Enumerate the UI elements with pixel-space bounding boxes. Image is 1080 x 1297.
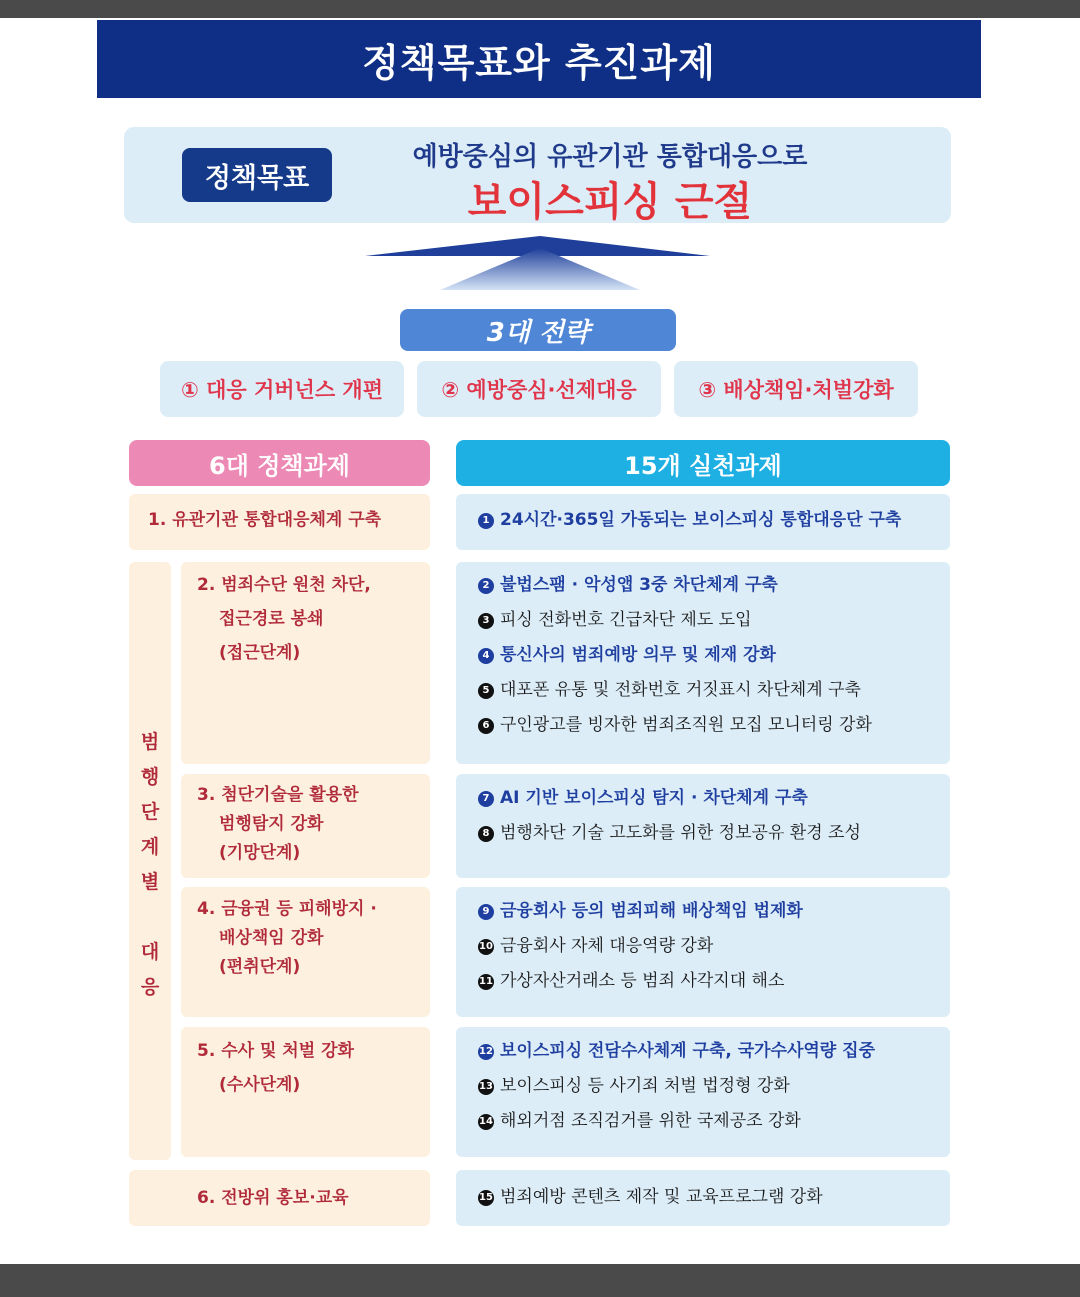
practice-text: 통신사의 범죄예방 의무 및 제재 강화 xyxy=(500,645,776,665)
practice-number: 8 xyxy=(478,826,494,842)
top-bar xyxy=(0,0,1080,18)
practice-item xyxy=(478,1104,875,1139)
practice-number: 13 xyxy=(478,1079,494,1095)
policy-goal-line2: 보이스피싱 근절 xyxy=(467,179,753,225)
practice-text: 불법스팸 · 악성앱 3중 차단체계 구축 xyxy=(500,575,778,595)
policy-task-6-line: 6. 전방위 홍보·교육 xyxy=(197,1188,349,1208)
page-title: 정책목표와 추진과제 xyxy=(97,20,981,98)
practice-number: 9 xyxy=(478,904,494,920)
practice-item xyxy=(478,1069,875,1104)
practice-text: 보이스피싱 등 사기죄 처벌 법정형 강화 xyxy=(500,1076,790,1096)
policy-task-2-line: 2. 범죄수단 원천 차단, xyxy=(197,575,371,595)
practice-text: 가상자산거래소 등 범죄 사각지대 해소 xyxy=(500,971,785,991)
stage-char: 응 xyxy=(140,976,160,998)
practice-item xyxy=(478,603,872,638)
policy-task-5-line: 5. 수사 및 처벌 강화 xyxy=(197,1041,354,1061)
practice-list-1 xyxy=(478,503,901,538)
strategies-header: 3대 전략 xyxy=(400,309,676,351)
policy-task-1-line: 1. 유관기관 통합대응체계 구축 xyxy=(148,510,382,530)
practice-number: 12 xyxy=(478,1044,494,1060)
strategy-3: ③ 배상책임·처벌강화 xyxy=(674,361,918,417)
practice-number: 2 xyxy=(478,578,494,594)
practice-item xyxy=(478,503,901,538)
policy-task-4-line: 4. 금융권 등 피해방지 · xyxy=(197,899,377,919)
practice-item xyxy=(478,816,861,851)
policy-task-5 xyxy=(197,1034,354,1102)
practice-item xyxy=(478,1180,823,1215)
practice-list-4 xyxy=(478,894,803,999)
policy-task-4 xyxy=(197,895,377,982)
stage-char: 계 xyxy=(140,836,160,858)
practice-list-5 xyxy=(478,1034,875,1139)
policy-goal-line1: 예방중심의 유관기관 통합대응으로 xyxy=(412,142,808,172)
practice-item xyxy=(478,929,803,964)
practice-number: 1 xyxy=(478,513,494,529)
practice-text: 범행차단 기술 고도화를 위한 정보공유 환경 조성 xyxy=(500,823,861,843)
stage-char: 대 xyxy=(140,941,160,963)
policy-task-5-stage: (수사단계) xyxy=(219,1075,301,1095)
practice-tasks-header: 15개 실천과제 xyxy=(456,440,950,486)
practice-number: 7 xyxy=(478,791,494,807)
practice-item xyxy=(478,638,872,673)
practice-item xyxy=(478,568,872,603)
practice-text: 금융회사 등의 범죄피해 배상책임 법제화 xyxy=(500,901,803,921)
stage-vertical-label xyxy=(138,725,162,1005)
practice-item xyxy=(478,781,861,816)
bottom-bar xyxy=(0,1264,1080,1297)
stage-char: 별 xyxy=(140,871,160,893)
practice-text: 해외거점 조직검거를 위한 국제공조 강화 xyxy=(500,1111,801,1131)
practice-item xyxy=(478,1034,875,1069)
practice-list-6 xyxy=(478,1180,823,1215)
policy-task-4-line: 배상책임 강화 xyxy=(219,928,324,948)
policy-task-3-line: 3. 첨단기술을 활용한 xyxy=(197,785,359,805)
practice-number: 11 xyxy=(478,974,494,990)
stage-char-gap xyxy=(138,900,162,935)
stage-char: 범 xyxy=(140,731,160,753)
practice-number: 4 xyxy=(478,648,494,664)
policy-task-3-line: 범행탐지 강화 xyxy=(219,814,324,834)
practice-list-2 xyxy=(478,568,872,743)
practice-text: 금융회사 자체 대응역량 강화 xyxy=(500,936,714,956)
practice-text: 피싱 전화번호 긴급차단 제도 도입 xyxy=(500,610,752,630)
practice-number: 15 xyxy=(478,1190,494,1206)
policy-task-2-line: 접근경로 봉쇄 xyxy=(219,609,324,629)
policy-task-4-stage: (편취단계) xyxy=(219,957,301,977)
practice-text: 구인광고를 빙자한 범죄조직원 모집 모니터링 강화 xyxy=(500,715,872,735)
practice-text: AI 기반 보이스피싱 탐지 · 차단체계 구축 xyxy=(500,788,808,808)
practice-number: 3 xyxy=(478,613,494,629)
practice-number: 10 xyxy=(478,939,494,955)
practice-item xyxy=(478,708,872,743)
practice-number: 5 xyxy=(478,683,494,699)
practice-item xyxy=(478,673,872,708)
strategy-2: ② 예방중심·선제대응 xyxy=(417,361,661,417)
practice-text: 24시간·365일 가동되는 보이스피싱 통합대응단 구축 xyxy=(500,510,902,530)
stage-char: 행 xyxy=(140,766,160,788)
policy-task-2-stage: (접근단계) xyxy=(219,643,301,663)
policy-task-1 xyxy=(148,503,381,537)
practice-number: 6 xyxy=(478,718,494,734)
practice-text: 대포폰 유통 및 전화번호 거짓표시 차단체계 구축 xyxy=(500,680,861,700)
stage-char: 단 xyxy=(140,801,160,823)
practice-item xyxy=(478,964,803,999)
strategy-1: ① 대응 거버넌스 개편 xyxy=(160,361,404,417)
policy-tasks-header: 6대 정책과제 xyxy=(129,440,430,486)
policy-task-3-stage: (기망단계) xyxy=(219,843,301,863)
policy-task-6 xyxy=(197,1181,349,1215)
practice-number: 14 xyxy=(478,1114,494,1130)
practice-list-3 xyxy=(478,781,861,851)
policy-task-2 xyxy=(197,568,371,670)
up-arrow-icon xyxy=(360,234,720,294)
practice-item xyxy=(478,894,803,929)
policy-task-3 xyxy=(197,781,359,868)
practice-text: 범죄예방 콘텐츠 제작 및 교육프로그램 강화 xyxy=(500,1187,823,1207)
policy-goal-badge: 정책목표 xyxy=(182,148,332,202)
practice-text: 보이스피싱 전담수사체계 구축, 국가수사역량 집중 xyxy=(500,1041,875,1061)
